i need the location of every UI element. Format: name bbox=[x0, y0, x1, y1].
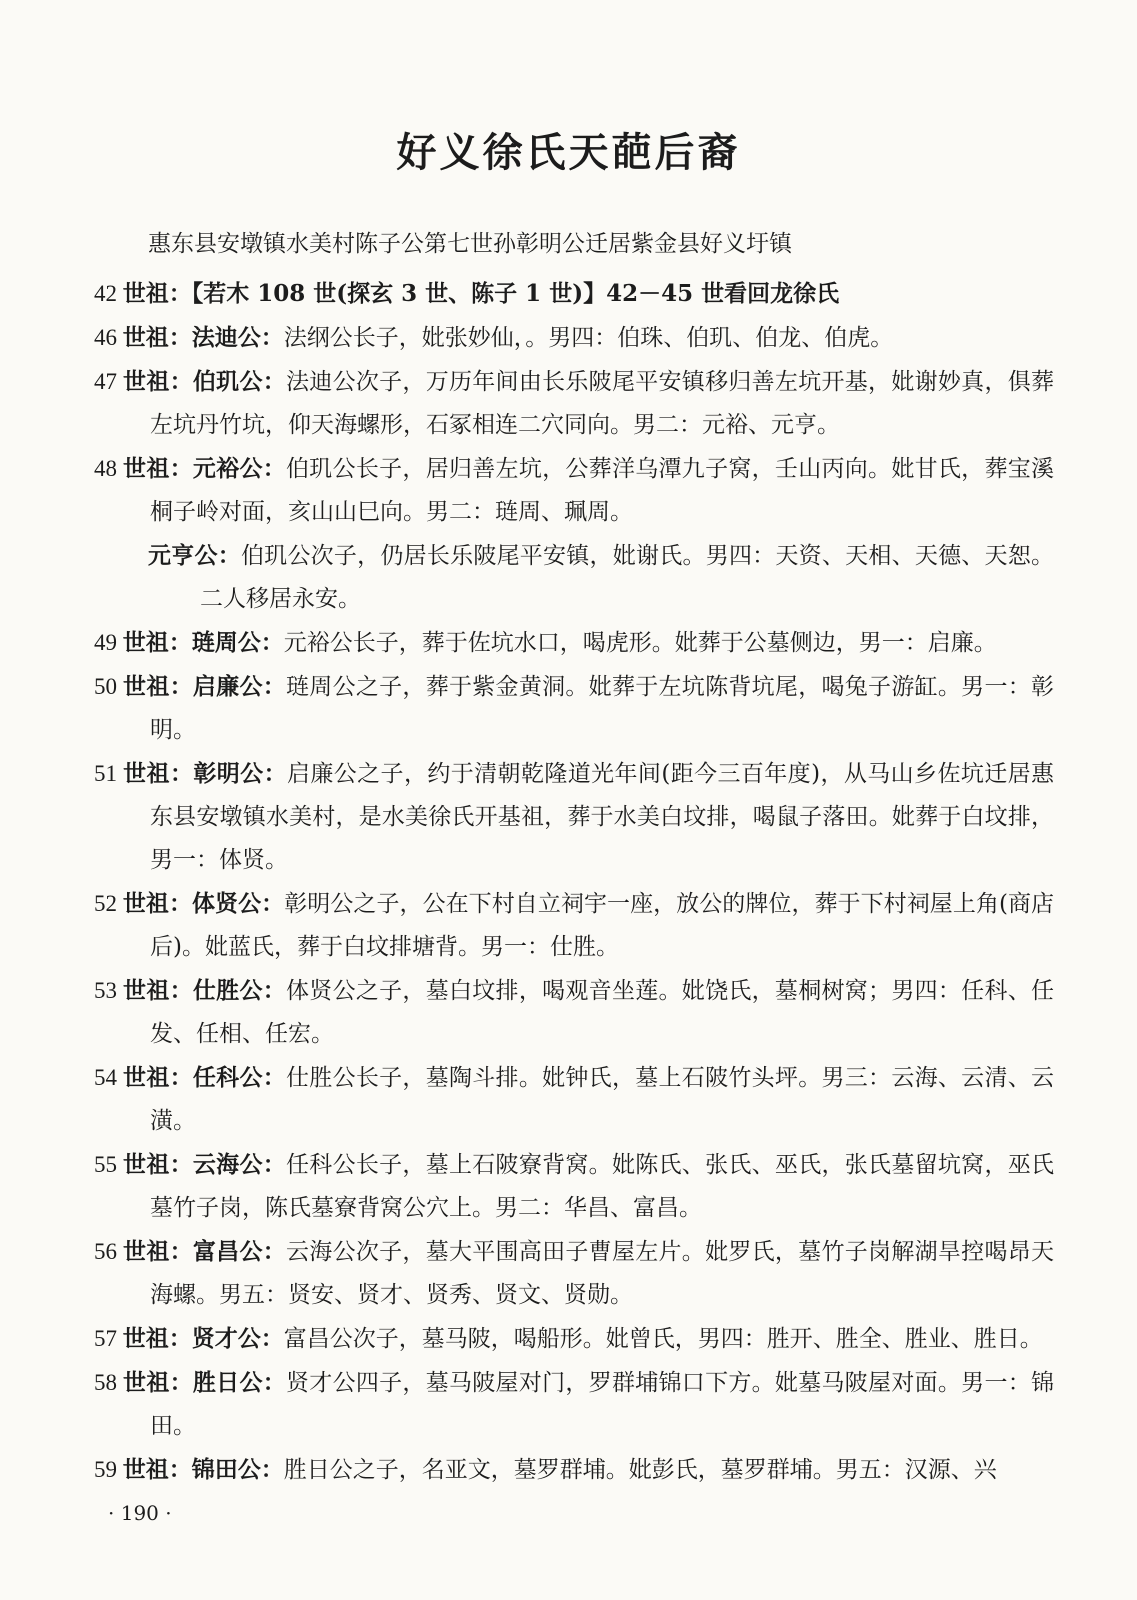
entry-text: 法纲公长子，妣张妙仙，。男四：伯珠、伯玑、伯龙、伯虎。 bbox=[283, 325, 894, 351]
generation-label: 世祖 bbox=[123, 1369, 170, 1396]
generation-label: 世祖 bbox=[122, 890, 169, 917]
generation-number: 48 bbox=[94, 456, 124, 481]
ancestor-name: 仕胜公 bbox=[192, 977, 263, 1004]
entry-text: 元裕公长子，葬于佐坑水口，喝虎形。妣葬于公墓侧边，男一：启廉。 bbox=[283, 630, 997, 656]
generation-number: 52 bbox=[94, 891, 123, 916]
entry-text: 任科公长子，墓上石陂寮背窝。妣陈氏、张氏、巫氏，张氏墓留坑窝，巫氏墓竹子岗，陈氏墓寮背窝公穴上。男二：华昌、富昌。 bbox=[150, 1152, 1054, 1221]
entry-text: 云海公次子，墓大平围高田子曹屋左片。妣罗氏，墓竹子岗解湖旱控喝昂天海螺。男五：贤安、贤才、贤秀、贤文、贤勋。 bbox=[150, 1239, 1054, 1308]
entry-text: 法迪公次子，万历年间由长乐陂尾平安镇移归善左坑开基，妣谢妙真，俱葬左坑丹竹坑，仰天海螺形，石冢相连二穴同向。男二：元裕、元亨。 bbox=[150, 369, 1054, 438]
generation-number: 42 bbox=[94, 281, 123, 306]
genealogy-entry: 48 世祖：元裕公：伯玑公长子，居归善左坑，公葬洋乌潭九子窝，壬山丙向。妣甘氏，葬宝溪桐子岭对面，亥山山巳向。男二：琏周、珮周。 bbox=[94, 455, 1054, 525]
ancestor-name: 任科公 bbox=[192, 1064, 263, 1091]
genealogy-entry: 53 世祖：仕胜公：体贤公之子，墓白坟排，喝观音坐莲。妣饶氏，墓桐树窝；男四：任科、任发、任相、任宏。 bbox=[94, 977, 1054, 1047]
entry-text: 胜日公之子，名亚文，墓罗群埔。妣彭氏，墓罗群埔。男五：汉源、兴 bbox=[283, 1457, 997, 1483]
generation-number: 50 bbox=[94, 674, 124, 699]
generation-number: 55 bbox=[94, 1152, 124, 1177]
genealogy-entry: 58 世祖：胜日公：贤才公四子，墓马陂屋对门，罗群埔锦口下方。妣墓马陂屋对面。男一：锦田。 bbox=[94, 1369, 1054, 1439]
genealogy-entry: 49 世祖：琏周公：元裕公长子，葬于佐坑水口，喝虎形。妣葬于公墓侧边，男一：启廉。 bbox=[94, 629, 997, 656]
genealogy-entry: 55 世祖：云海公：任科公长子，墓上石陂寮背窝。妣陈氏、张氏、巫氏，张氏墓留坑窝，巫氏墓竹子岗，陈氏墓寮背窝公穴上。男二：华昌、富昌。 bbox=[94, 1151, 1054, 1221]
page-title: 好义徐氏天葩后裔 bbox=[396, 129, 741, 176]
genealogy-entry: 51 世祖：彰明公：启廉公之子，约于清朝乾隆道光年间(距今三百年度)，从马山乡佐坑迁居惠东县安墩镇水美村，是水美徐氏开基祖，葬于水美白坟排，喝鼠子落田。妣葬于白坟排，男一：体贤。 bbox=[94, 760, 1055, 873]
generation-number: 47 bbox=[94, 369, 124, 394]
generation-number: 58 bbox=[94, 1370, 124, 1395]
genealogy-entry: 47 世祖：伯玑公：法迪公次子，万历年间由长乐陂尾平安镇移归善左坑开基，妣谢妙真，俱葬左坑丹竹坑，仰天海螺形，石冢相连二穴同向。男二：元裕、元亨。 bbox=[94, 368, 1054, 438]
generation-label: 世祖 bbox=[123, 368, 170, 395]
genealogy-entries bbox=[94, 272, 1054, 1492]
genealogy-entry: 52 世祖：体贤公：彰明公之子，公在下村自立祠宇一座，放公的牌位，葬于下村祠屋上角(商店后)。妣蓝氏，葬于白坟排塘背。男一：仕胜。 bbox=[94, 890, 1055, 960]
generation-label: 世祖 bbox=[122, 324, 169, 351]
genealogy-entry: 50 世祖：启廉公：琏周公之子，葬于紫金黄洞。妣葬于左坑陈背坑尾，喝兔子游缸。男一：彰明。 bbox=[94, 673, 1054, 743]
entry-text: 彰明公之子，公在下村自立祠宇一座，放公的牌位，葬于下村祠屋上角(商店后)。妣蓝氏，葬于白坟排塘背。男一：仕胜。 bbox=[150, 891, 1055, 960]
ancestor-name: 胜日公 bbox=[192, 1369, 263, 1396]
generation-label: 世祖 bbox=[123, 455, 170, 482]
genealogy-entry: 46 世祖：法迪公：法纲公长子，妣张妙仙，。男四：伯珠、伯玑、伯龙、伯虎。 bbox=[94, 324, 894, 351]
generation-number: 49 bbox=[94, 630, 123, 655]
generation-label: 世祖 bbox=[122, 1325, 169, 1352]
generation-number: 51 bbox=[94, 761, 124, 786]
genealogy-entry: 57 世祖：贤才公：富昌公次子，墓马陂，喝船形。妣曾氏，男四：胜开、胜全、胜业、胜日。 bbox=[94, 1325, 1043, 1352]
generation-label: 世祖 bbox=[123, 673, 170, 700]
generation-number: 46 bbox=[94, 325, 123, 350]
ancestor-name: 富昌公 bbox=[192, 1238, 263, 1265]
ancestor-name: 启廉公 bbox=[192, 673, 263, 700]
ancestor-name: 元裕公 bbox=[192, 455, 263, 482]
intro-line: 惠东县安墩镇水美村陈子公第七世孙彰明公迁居紫金县好义圩镇 bbox=[148, 231, 792, 257]
generation-label: 世祖 bbox=[123, 1151, 170, 1178]
generation-label: 世祖 bbox=[122, 280, 169, 307]
entry-text: 启廉公之子，约于清朝乾隆道光年间(距今三百年度)，从马山乡佐坑迁居惠东县安墩镇水美村，是水美徐氏开基祖，葬于水美白坟排，喝鼠子落田。妣葬于白坟排，男一：体贤。 bbox=[150, 761, 1055, 873]
ancestor-name: 伯玑公 bbox=[192, 368, 263, 395]
generation-number: 56 bbox=[94, 1239, 124, 1264]
generation-label: 世祖 bbox=[122, 1456, 169, 1483]
ancestor-name: 贤才公 bbox=[191, 1325, 261, 1352]
genealogy-entry: 56 世祖：富昌公：云海公次子，墓大平围高田子曹屋左片。妣罗氏，墓竹子岗解湖旱控喝昂天海螺。男五：贤安、贤才、贤秀、贤文、贤勋。 bbox=[94, 1238, 1054, 1308]
genealogy-entry: 42 世祖：【若木 108 世(探玄 3 世、陈子 1 世)】42－45 世看回龙徐氏 bbox=[94, 280, 840, 307]
generation-label: 世祖 bbox=[122, 629, 169, 656]
ancestor-name: 锦田公 bbox=[191, 1456, 261, 1483]
generation-number: 59 bbox=[94, 1457, 123, 1482]
entry-text: 富昌公次子，墓马陂，喝船形。妣曾氏，男四：胜开、胜全、胜业、胜日。 bbox=[283, 1326, 1043, 1352]
generation-number: 57 bbox=[94, 1326, 123, 1351]
entry-text: 伯玑公次子，仍居长乐陂尾平安镇，妣谢氏。男四：天资、天相、天德、天恕。二人移居永安。 bbox=[200, 543, 1055, 612]
entry-text: 体贤公之子，墓白坟排，喝观音坐莲。妣饶氏，墓桐树窝；男四：任科、任发、任相、任宏。 bbox=[150, 978, 1054, 1047]
page-number: · 190 · bbox=[108, 1501, 172, 1525]
genealogy-entry: 54 世祖：任科公：仕胜公长子，墓陶斗排。妣钟氏，墓上石陂竹头坪。男三：云海、云清、云潢。 bbox=[94, 1064, 1054, 1134]
ancestor-name: 云海公 bbox=[192, 1151, 263, 1178]
generation-label: 世祖 bbox=[123, 1238, 170, 1265]
ancestor-name: 体贤公 bbox=[192, 890, 262, 917]
entry-text: 伯玑公长子，居归善左坑，公葬洋乌潭九子窝，壬山丙向。妣甘氏，葬宝溪桐子岭对面，亥山山巳向。男二：琏周、珮周。 bbox=[150, 456, 1054, 525]
genealogy-entry: 59 世祖：锦田公：胜日公之子，名亚文，墓罗群埔。妣彭氏，墓罗群埔。男五：汉源、兴 bbox=[94, 1456, 997, 1483]
ancestor-name: 琏周公 bbox=[191, 629, 261, 656]
entry-text: 琏周公之子，葬于紫金黄洞。妣葬于左坑陈背坑尾，喝兔子游缸。男一：彰明。 bbox=[150, 674, 1054, 743]
ancestor-name: 法迪公 bbox=[191, 324, 261, 351]
ancestor-name: 彰明公 bbox=[193, 760, 264, 787]
generation-number: 53 bbox=[94, 978, 124, 1003]
genealogy-entry: 元亨公：伯玑公次子，仍居长乐陂尾平安镇，妣谢氏。男四：天资、天相、天德、天恕。二人移居永安。 bbox=[148, 542, 1055, 612]
generation-label: 世祖 bbox=[123, 760, 170, 787]
entry-text: 仕胜公长子，墓陶斗排。妣钟氏，墓上石陂竹头坪。男三：云海、云清、云潢。 bbox=[150, 1065, 1054, 1134]
generation-number: 54 bbox=[94, 1065, 124, 1090]
generation-label: 世祖 bbox=[123, 1064, 170, 1091]
generation-label: 世祖 bbox=[123, 977, 170, 1004]
entry-text: 【若木 108 世(探玄 3 世、陈子 1 世)】42－45 世看回龙徐氏 bbox=[191, 280, 840, 307]
ancestor-name: 元亨公 bbox=[148, 542, 218, 569]
entry-text: 贤才公四子，墓马陂屋对门，罗群埔锦口下方。妣墓马陂屋对面。男一：锦田。 bbox=[150, 1370, 1054, 1439]
